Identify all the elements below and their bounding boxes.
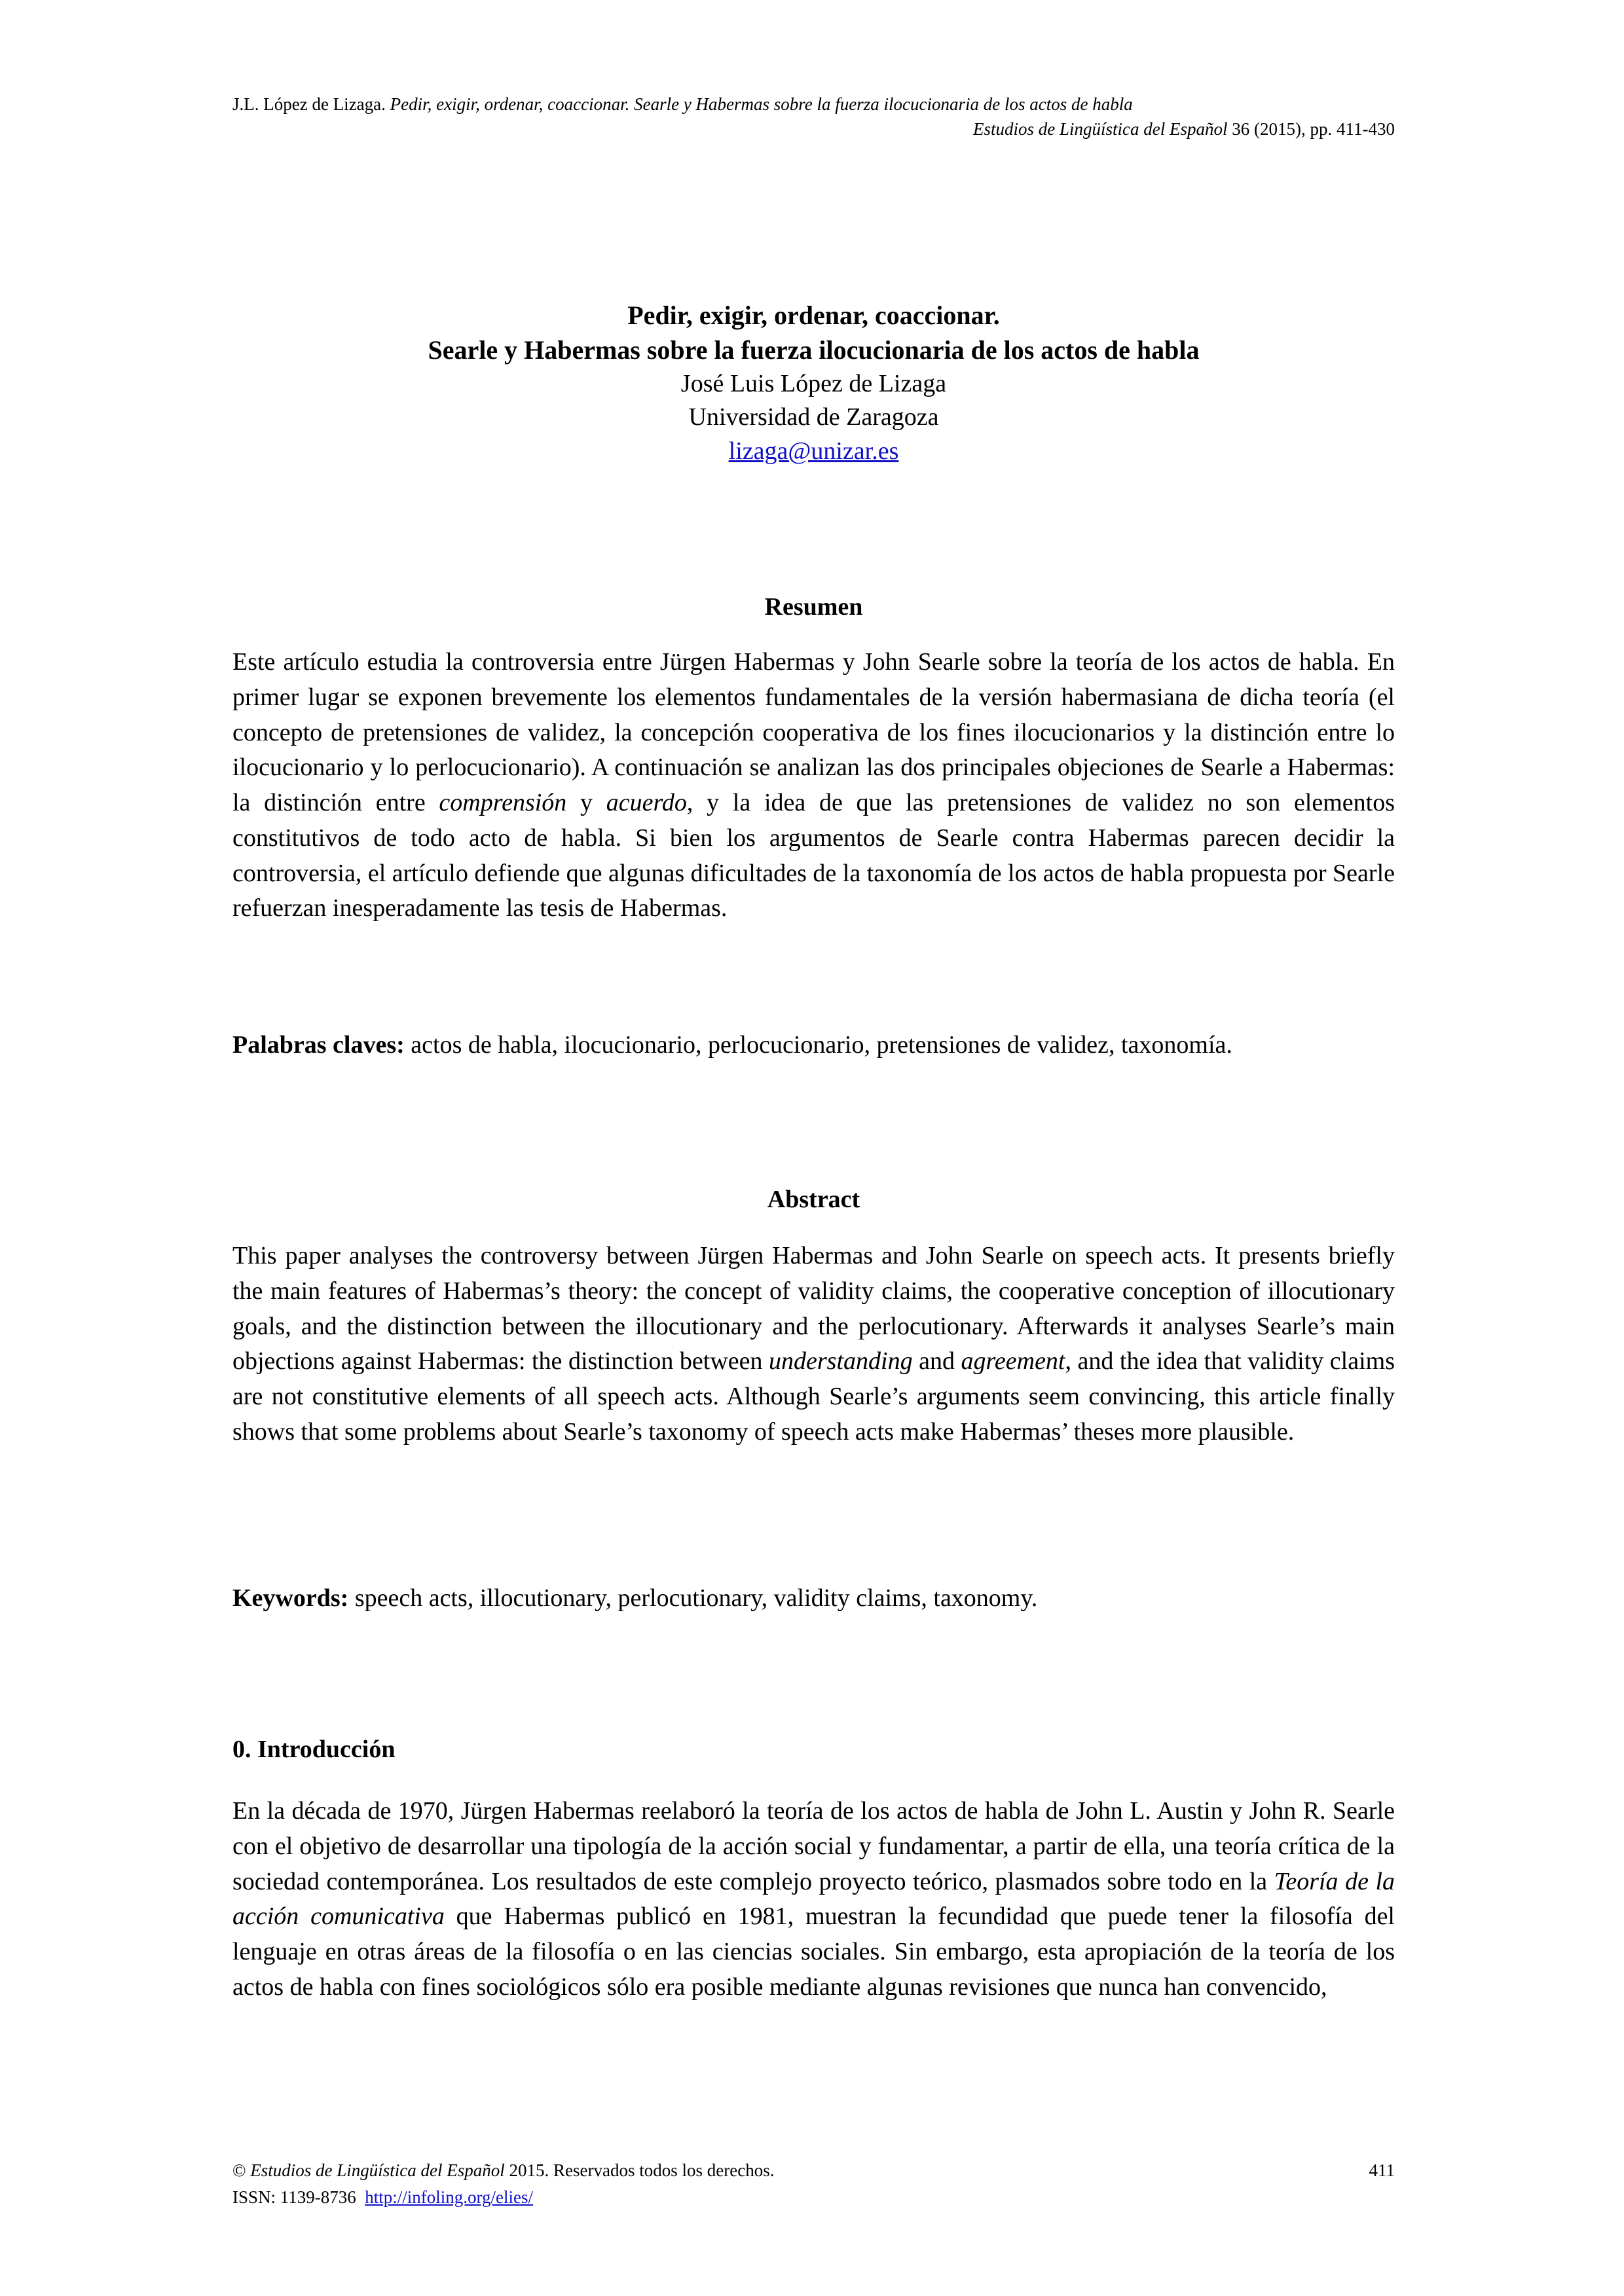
abstract-emph-agreement: agreement — [961, 1347, 1065, 1376]
resumen-body-wrap — [232, 645, 1395, 926]
author-name: José Luis López de Lizaga — [680, 370, 947, 398]
palabras-claves-value: actos de habla, ilocucionario, perlocucionario, pretensiones de validez, taxonomía. — [404, 1031, 1232, 1059]
resumen-emph-acuerdo: acuerdo — [606, 789, 687, 817]
keywords-value: speech acts, illocutionary, perlocutionary, validity claims, taxonomy. — [348, 1584, 1038, 1612]
abstract-emph-understanding: understanding — [769, 1347, 913, 1376]
resumen-text-b: y — [566, 789, 606, 817]
abstract-heading-wrap — [232, 1185, 1395, 1214]
footer-page-number: 411 — [1369, 2160, 1395, 2180]
running-head-journal: Estudios de Lingüística del Español — [973, 119, 1228, 139]
abstract-text-a: This paper analyses the controversy between Jürgen Habermas and John Searle on speech acts. It presents briefly the main features of Habermas’s theory: the concept of validity claims, the cooperative conception of illocutionary goals, and the distinction between the illocutionary and the perlocutionary. Afterwards it analyses Searle’s main objections against Habermas: the distinction between — [232, 1242, 1395, 1376]
copyright-symbol: © — [232, 2160, 251, 2180]
footer-issn-row — [232, 2184, 1395, 2211]
palabras-claves-paragraph — [232, 1028, 1395, 1063]
resumen-text-a: Este artículo estudia la controversia entre Jürgen Habermas y John Searle sobre la teoría de los actos de habla. En primer lugar se exponen brevemente los elementos fundamentales de la versión habermasiana de dicha teoría (el concepto de pretensiones de validez, la concepción cooperativa de los fines ilocucionarios y la distinción entre lo ilocucionario y lo perlocucionario). A continuación se analizan las dos principales objeciones de Searle a Habermas: la distinción entre — [232, 648, 1395, 817]
footer-copyright-rest: 2015. Reservados todos los derechos. — [504, 2160, 775, 2180]
title-block — [232, 298, 1395, 468]
running-head-line-2 — [232, 117, 1395, 141]
page-footer — [232, 2157, 1395, 2211]
abstract-heading: Abstract — [767, 1186, 860, 1213]
footer-spacer — [356, 2187, 365, 2207]
running-head-author: J.L. López de Lizaga. — [232, 94, 390, 114]
resumen-text-c: , y la idea de que las pretensiones de validez no son elementos constitutivos de todo acto de habla. Si bien los argumentos de Searle contra Habermas parecen decidir la controversia, el artículo defiende que algunas dificultades de la taxonomía de los actos de habla propuesta por Searle refuerzan inesperadamente las tesis de Habermas. — [232, 789, 1395, 922]
running-head-line-1 — [232, 92, 1395, 117]
abstract-text-c: , and the idea that validity claims are not constitutive elements of all speech acts. Although Searle’s arguments seem convincing, this article finally shows that some problems about Searle’s taxonomy of speech acts make Habermas’ theses more plausible. — [232, 1347, 1395, 1446]
abstract-paragraph — [232, 1239, 1395, 1450]
resumen-paragraph — [232, 645, 1395, 926]
page-title-line-2: Searle y Habermas sobre la fuerza ilocucionaria de los actos de habla — [428, 335, 1200, 365]
keywords-wrap — [232, 1581, 1395, 1616]
introduction-emph-book-title: Teoría de la acción comunicativa — [232, 1867, 1395, 1931]
running-head-article-title: Pedir, exigir, ordenar, coaccionar. Searle y Habermas sobre la fuerza ilocucionaria de los actos de habla — [390, 94, 1133, 114]
author-affiliation: Universidad de Zaragoza — [688, 403, 939, 431]
palabras-claves-label: Palabras claves: — [232, 1031, 405, 1059]
resumen-heading-wrap — [232, 592, 1395, 621]
introduction-heading: 0. Introducción — [232, 1736, 396, 1763]
palabras-claves-wrap — [232, 1028, 1395, 1063]
footer-issn: ISSN: 1139-8736 — [232, 2187, 356, 2208]
running-head — [232, 92, 1395, 142]
introduction-text-b: que Habermas publicó en 1981, muestran la fecundidad que puede tener la filosofía del lenguaje en otras áreas de la filosofía o en las ciencias sociales. Sin embargo, esta apropiación de la teoría de los actos de habla con fines sociológicos sólo era posible mediante algunas revisiones que nunca han convencido, — [232, 1903, 1395, 2001]
introduction-body-wrap — [232, 1794, 1395, 2005]
running-head-issue: 36 (2015), pp. 411-430 — [1227, 119, 1395, 139]
footer-copyright-row — [232, 2157, 1395, 2184]
keywords-label: Keywords: — [232, 1584, 349, 1612]
introduction-heading-wrap — [232, 1735, 1395, 1764]
author-email-link[interactable]: lizaga@unizar.es — [728, 437, 899, 465]
keywords-paragraph — [232, 1581, 1395, 1616]
abstract-text-b: and — [912, 1347, 961, 1376]
resumen-emph-comprension: comprensión — [439, 789, 567, 817]
resumen-heading: Resumen — [764, 593, 863, 621]
abstract-body-wrap — [232, 1239, 1395, 1450]
footer-copyright — [232, 2157, 774, 2184]
page-title-line-1: Pedir, exigir, ordenar, coaccionar. — [627, 301, 1000, 330]
introduction-paragraph — [232, 1794, 1395, 2005]
introduction-text-a: En la década de 1970, Jürgen Habermas reelaboró la teoría de los actos de habla de John L. Austin y John R. Searle con el objetivo de desarrollar una tipología de la acción social y fundamentar, a partir de ella, una teoría crítica de la sociedad contemporánea. Los resultados de este complejo proyecto teórico, plasmados sobre todo en la — [232, 1797, 1395, 1895]
footer-url-link[interactable]: http://infoling.org/elies/ — [365, 2187, 534, 2208]
footer-journal-name: Estudios de Lingüística del Español — [250, 2160, 505, 2180]
